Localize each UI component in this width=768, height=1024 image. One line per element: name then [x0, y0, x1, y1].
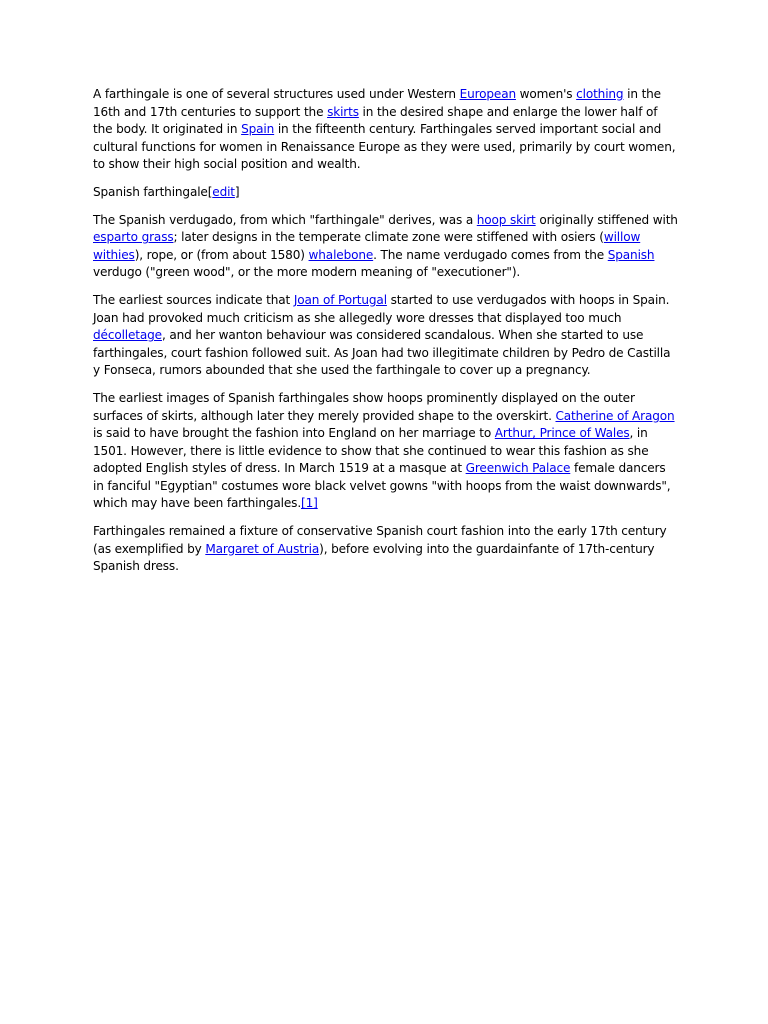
edit-link[interactable]: edit — [212, 184, 235, 199]
link-arthur-prince-of-wales[interactable]: Arthur, Prince of Wales — [494, 426, 630, 441]
text-run: A farthingale is one of several structures used under Western — [93, 87, 460, 101]
text-run: ; later designs in the temperate climate zone were stiffened with osiers ( — [173, 230, 604, 245]
earliest-images-paragraph — [93, 390, 678, 513]
text-run: in the desired shape and enlarge the lower half of the body. It originated in — [93, 104, 658, 137]
article-body — [93, 86, 678, 586]
fixture-paragraph — [93, 523, 678, 576]
link-joan-of-portugal[interactable]: Joan of Portugal — [293, 292, 387, 307]
link-catherine-of-aragon[interactable]: Catherine of Aragon — [555, 408, 675, 423]
link-european[interactable]: European — [459, 87, 516, 101]
text-run: in the 16th and 17th centuries to support the — [93, 87, 661, 119]
text-run: female dancers in fanciful "Egyptian" costumes wore black velvet gowns "with hoops from the waist downwards", which may have been farthingales. — [93, 461, 671, 511]
text-run: The earliest sources indicate that — [93, 292, 294, 307]
intro-paragraph — [93, 86, 678, 174]
text-run: ), rope, or (from about 1580) — [134, 247, 309, 262]
text-run: , and her wanton behaviour was considered scandalous. When she started to use farthingales, court fashion followed suit. As Joan had two illegitimate children by Pedro de Castilla y Fonseca, rumors abounded that she used the farthingale to cover up a pregnancy. — [93, 328, 671, 378]
text-run: started to use verdugados with hoops in Spain. Joan had provoked much criticism as she allegedly wore dresses that displayed too much — [93, 292, 670, 325]
section-heading-spanish-farthingale — [93, 184, 678, 202]
verdugado-paragraph — [93, 212, 678, 282]
text-run: ] — [234, 184, 240, 199]
link-margaret-of-austria[interactable]: Margaret of Austria — [205, 541, 320, 556]
text-run: Farthingales remained a fixture of conservative Spanish court fashion into the early 17th century (as exemplified by — [93, 524, 667, 556]
text-run: . The name verdugado comes from the — [373, 247, 608, 262]
joan-paragraph — [93, 292, 678, 380]
link-greenwich-palace[interactable]: Greenwich Palace — [465, 461, 571, 476]
link-esparto-grass[interactable]: esparto grass — [93, 230, 174, 245]
text-run: women's — [515, 87, 577, 101]
link-skirts[interactable]: skirts — [327, 104, 359, 119]
text-run: Spanish farthingale[ — [93, 184, 213, 199]
text-run: originally stiffened with — [535, 212, 678, 227]
link-spanish[interactable]: Spanish — [607, 247, 655, 262]
text-run: ), before evolving into the guardainfante of 17th-century Spanish dress. — [93, 541, 655, 574]
link-spain[interactable]: Spain — [241, 122, 275, 137]
text-run: in the fifteenth century. Farthingales served important social and cultural functions for women in Renaissance Europe as they were used, primarily by court women, to show their high social position and wealth. — [93, 122, 676, 172]
text-run: verdugo ("green wood", or the more modern meaning of "executioner"). — [93, 265, 521, 280]
link-clothing[interactable]: clothing — [576, 87, 624, 101]
link-hoop-skirt[interactable]: hoop skirt — [476, 212, 536, 227]
link-willow-withies[interactable]: willow withies — [93, 230, 641, 262]
text-run: The Spanish verdugado, from which "farthingale" derives, was a — [93, 212, 477, 227]
link-whalebone[interactable]: whalebone — [308, 247, 374, 262]
citation-link-1[interactable]: [1] — [301, 496, 318, 511]
text-run: is said to have brought the fashion into England on her marriage to — [93, 426, 495, 441]
text-run: , in 1501. However, there is little evidence to show that she continued to wear this fashion as she adopted English styles of dress. In March 1519 at a masque at — [93, 426, 649, 476]
link-decolletage[interactable]: décolletage — [93, 328, 162, 343]
text-run: The earliest images of Spanish farthingales show hoops prominently displayed on the outer surfaces of skirts, although later they merely provided shape to the overskirt. — [93, 390, 635, 423]
